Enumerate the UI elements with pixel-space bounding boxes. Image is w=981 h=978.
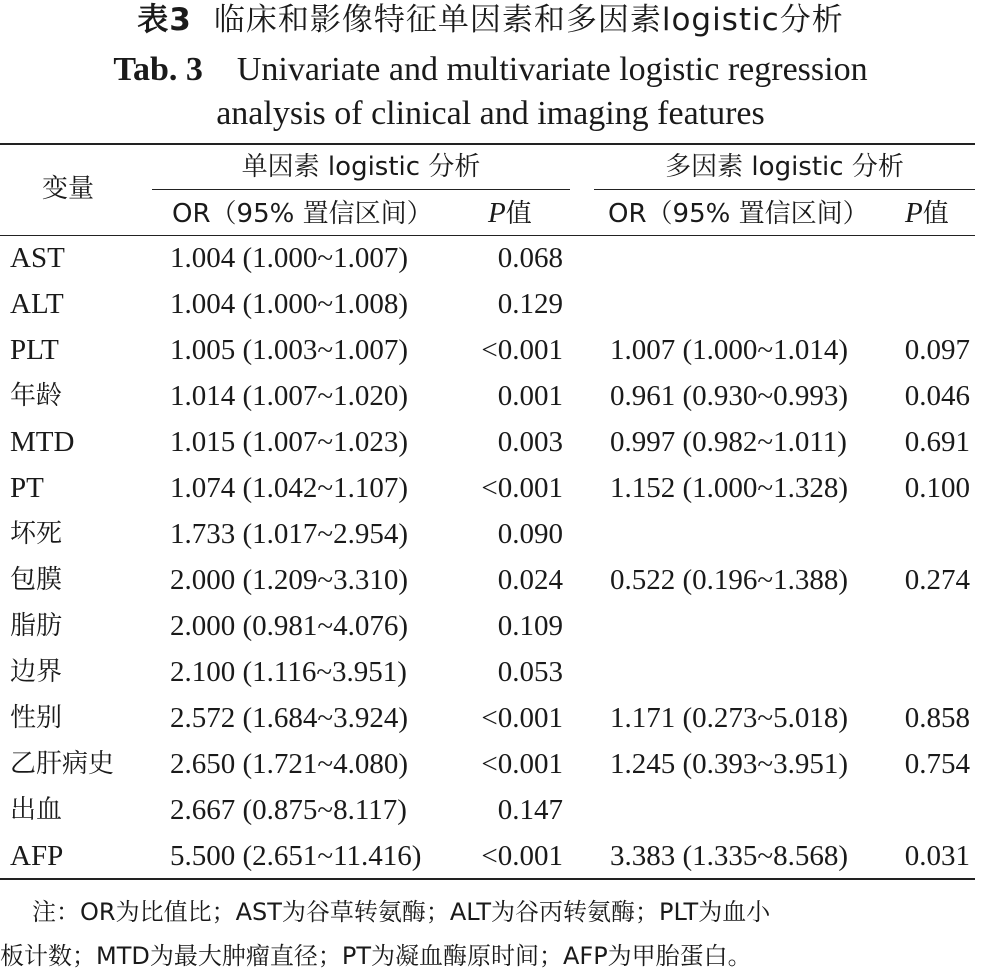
cell-uni-or: 1.014 (1.007~1.020) <box>170 380 409 412</box>
table-title-en-line1: Univariate and multivariate logistic regression <box>236 51 868 88</box>
cell-uni-p: 0.068 <box>497 242 563 274</box>
table-number-cn: 表3 <box>137 2 192 38</box>
cell-multi-p: 0.046 <box>904 380 970 412</box>
cell-variable: 包膜 <box>10 565 63 595</box>
cell-uni-p: <0.001 <box>481 840 563 872</box>
cell-multi-p: 0.274 <box>904 564 970 596</box>
header-uni-p <box>488 195 563 232</box>
cell-variable: 出血 <box>10 795 63 825</box>
top-rule <box>0 143 975 145</box>
cell-variable: AFP <box>10 840 64 872</box>
uni-group-rule <box>152 189 570 190</box>
cell-uni-p: <0.001 <box>481 334 563 366</box>
header-uni-group: 单因素 logistic 分析 <box>241 152 481 182</box>
p-symbol: P <box>905 197 923 229</box>
cell-multi-or: 0.522 (0.196~1.388) <box>610 564 849 596</box>
cell-variable: 乙肝病史 <box>10 749 115 779</box>
header-multi-or: OR（95% 置信区间） <box>608 199 869 229</box>
cell-uni-or: 1.015 (1.007~1.023) <box>170 426 409 458</box>
cell-uni-p: 0.001 <box>497 380 563 412</box>
header-variable: 变量 <box>42 174 95 204</box>
cell-multi-p: 0.858 <box>904 702 970 734</box>
cell-multi-p: 0.100 <box>904 472 970 504</box>
cell-variable: ALT <box>10 288 64 320</box>
cell-multi-or: 0.961 (0.930~0.993) <box>610 380 849 412</box>
cell-uni-p: <0.001 <box>481 472 563 504</box>
table-number-en: Tab. 3 <box>113 51 203 88</box>
cell-variable: AST <box>10 242 65 274</box>
cell-variable: PT <box>10 472 44 504</box>
cell-variable: 脂肪 <box>10 611 63 641</box>
cell-uni-or: 2.650 (1.721~4.080) <box>170 748 409 780</box>
cell-variable: 性别 <box>10 703 63 733</box>
cell-uni-or: 2.667 (0.875~8.117) <box>170 794 407 826</box>
cell-uni-or: 1.733 (1.017~2.954) <box>170 518 409 550</box>
header-multi-group: 多因素 logistic 分析 <box>665 152 904 182</box>
cell-uni-p: 0.129 <box>497 288 563 320</box>
cell-uni-or: 2.572 (1.684~3.924) <box>170 702 409 734</box>
cell-variable: 年龄 <box>10 381 63 411</box>
cell-uni-or: 2.000 (1.209~3.310) <box>170 564 409 596</box>
cell-multi-or: 1.245 (0.393~3.951) <box>610 748 849 780</box>
cell-multi-or: 1.171 (0.273~5.018) <box>610 702 849 734</box>
table-title-en-line2: analysis of clinical and imaging features <box>216 95 765 132</box>
p-symbol: P <box>488 197 506 229</box>
cell-multi-or: 1.007 (1.000~1.014) <box>610 334 849 366</box>
cell-variable: MTD <box>10 426 75 458</box>
cell-uni-p: <0.001 <box>481 748 563 780</box>
cell-variable: PLT <box>10 334 59 366</box>
header-uni-or: OR（95% 置信区间） <box>172 199 433 229</box>
cell-uni-p: 0.024 <box>497 564 563 596</box>
cell-multi-p: 0.097 <box>904 334 970 366</box>
cell-uni-p: <0.001 <box>481 702 563 734</box>
cell-uni-p: 0.109 <box>497 610 563 642</box>
cell-uni-or: 2.100 (1.116~3.951) <box>170 656 407 688</box>
cell-uni-or: 1.074 (1.042~1.107) <box>170 472 409 504</box>
cell-multi-p: 0.754 <box>904 748 970 780</box>
cell-uni-p: 0.090 <box>497 518 563 550</box>
cell-uni-or: 1.004 (1.000~1.008) <box>170 288 409 320</box>
cell-multi-or: 3.383 (1.335~8.568) <box>610 840 849 872</box>
cell-uni-p: 0.053 <box>497 656 563 688</box>
multi-group-rule <box>594 189 975 190</box>
header-multi-p <box>905 195 975 232</box>
cell-variable: 边界 <box>10 657 63 687</box>
table-title-cn: 临床和影像特征单因素和多因素logistic分析 <box>213 2 844 38</box>
cell-uni-or: 1.004 (1.000~1.007) <box>170 242 409 274</box>
cell-uni-or: 2.000 (0.981~4.076) <box>170 610 409 642</box>
cell-uni-p: 0.003 <box>497 426 563 458</box>
table-note <box>0 890 975 978</box>
cell-multi-or: 0.997 (0.982~1.011) <box>610 426 847 458</box>
p-suffix: 值 <box>505 199 532 229</box>
note-line-2: 板计数；MTD为最大肿瘤直径；PT为凝血酶原时间；AFP为甲胎蛋白。 <box>0 942 752 970</box>
table-caption-cn <box>0 0 981 40</box>
cell-uni-or: 1.005 (1.003~1.007) <box>170 334 409 366</box>
table-caption-en <box>0 48 981 136</box>
header-rule <box>0 235 975 236</box>
cell-multi-p: 0.031 <box>904 840 970 872</box>
cell-uni-or: 5.500 (2.651~11.416) <box>170 840 422 872</box>
cell-multi-or: 1.152 (1.000~1.328) <box>610 472 849 504</box>
cell-uni-p: 0.147 <box>497 794 563 826</box>
cell-variable: 坏死 <box>10 519 63 549</box>
cell-multi-p: 0.691 <box>904 426 970 458</box>
bottom-rule <box>0 878 975 880</box>
p-suffix: 值 <box>922 199 949 229</box>
note-line-1: 注：OR为比值比；AST为谷草转氨酶；ALT为谷丙转氨酶；PLT为血小 <box>32 898 771 926</box>
